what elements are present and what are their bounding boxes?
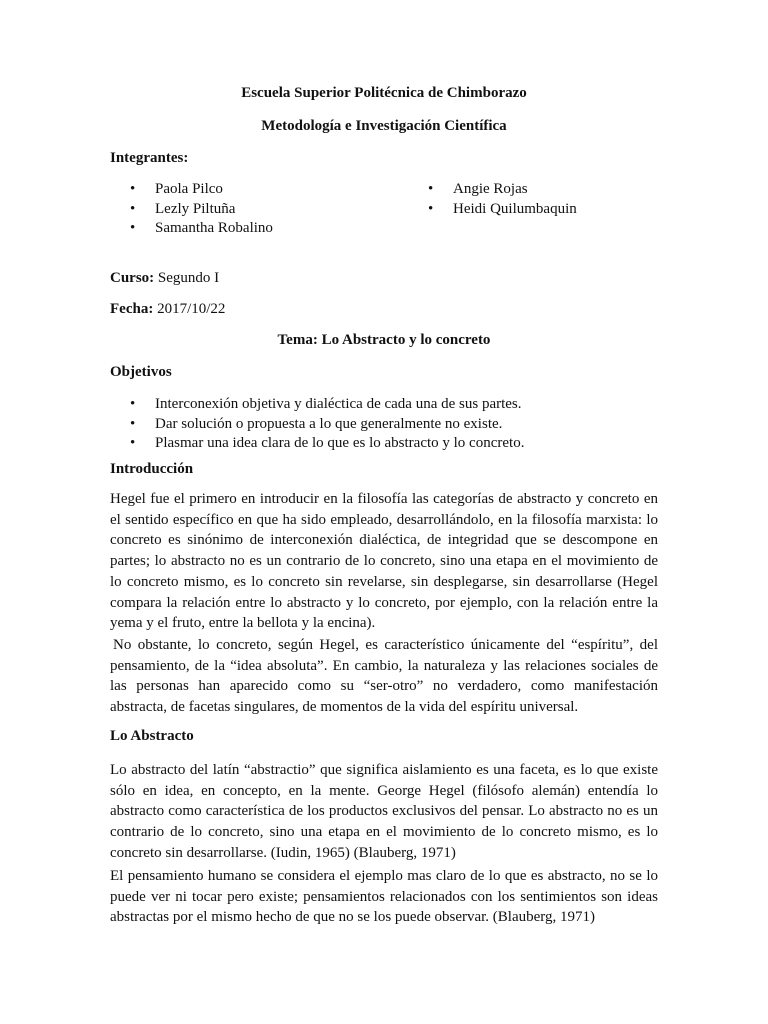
date-value: 2017/10/22 <box>157 301 226 317</box>
objective-item: • Plasmar una idea clara de lo que es lo abstracto y lo concreto. <box>110 434 670 454</box>
members-label: Integrantes: <box>110 150 189 166</box>
date-line <box>110 301 225 318</box>
introduction-paragraph-2: No obstante, lo concreto, según Hegel, es característico únicamente del “espíritu”, del pensamiento, de la “idea absoluta”. En cambio, la naturaleza y las relaciones sociales de las personas han aparecido como su “ser-otro” no verdadero, como manifestación abstracta, de facetas singulares, de momentos de la vida del espíritu universal. <box>110 637 658 716</box>
abstract-heading: Lo Abstracto <box>110 728 194 744</box>
course-line <box>110 270 219 287</box>
abstract-paragraph-1: Lo abstracto del latín “abstractio” que significa aislamiento es una faceta, es lo que existe sólo en idea, en concepto, en la mente. George Hegel (filósofo alemán) entendía lo abstracto como característica de los productos exclusivos del pensar. Lo abstracto no es un contrario de lo concreto, sino una etapa en el movimiento de lo concreto mismo, es lo concreto sin desarrollarse. (Iudin, 1965) (Blauberg, 1971) <box>110 762 658 861</box>
objectives-heading: Objetivos <box>110 364 172 380</box>
course-value: Segundo I <box>157 270 220 286</box>
members-list-left <box>110 180 410 239</box>
objectives-list <box>110 395 670 454</box>
abstract-paragraph-2: El pensamiento humano se considera el ejemplo mas claro de lo que es abstracto, no se lo puede ver ni tocar pero existe; pensamientos relacionados con los sentimientos son ideas abstractas por el mismo hecho de que no se los puede observar. (Blauberg, 1971) <box>110 868 658 926</box>
introduction-heading: Introducción <box>110 461 194 477</box>
topic-title: Tema: Lo Abstracto y lo concreto <box>277 332 491 348</box>
date-label: Fecha: <box>110 301 154 317</box>
institution-title: Escuela Superior Politécnica de Chimborazo <box>241 85 527 101</box>
member-item: • Heidi Quilumbaquin <box>408 200 668 220</box>
members-list-right <box>408 180 668 219</box>
member-item: • Samantha Robalino <box>110 219 410 239</box>
introduction-paragraph-1: Hegel fue el primero en introducir en la filosofía las categorías de abstracto y concreto en el sentido específico en que ha sido empleado, desarrollándolo, en la filosofía marxista: lo concreto es sinónimo de interconexión dialéctica, de integridad que se descompone en partes; lo abstracto no es un contrario de lo concreto, sino una etapa en el movimiento de lo concreto mismo, es lo concreto sin revelarse, sin desplegarse, sin desarrollarse (Hegel compara la relación entre lo abstracto y lo concreto, por ejemplo, con la relación entre la yema y el fruto, entre la bellota y la encina). <box>110 491 658 632</box>
objective-item: • Dar solución o propuesta a lo que generalmente no existe. <box>110 415 670 435</box>
member-item: • Lezly Piltuña <box>110 200 410 220</box>
objective-item: • Interconexión objetiva y dialéctica de cada una de sus partes. <box>110 395 670 415</box>
subject-title: Metodología e Investigación Científica <box>261 118 507 134</box>
course-label: Curso: <box>110 270 155 286</box>
member-item: • Angie Rojas <box>408 180 668 200</box>
member-item: • Paola Pilco <box>110 180 410 200</box>
